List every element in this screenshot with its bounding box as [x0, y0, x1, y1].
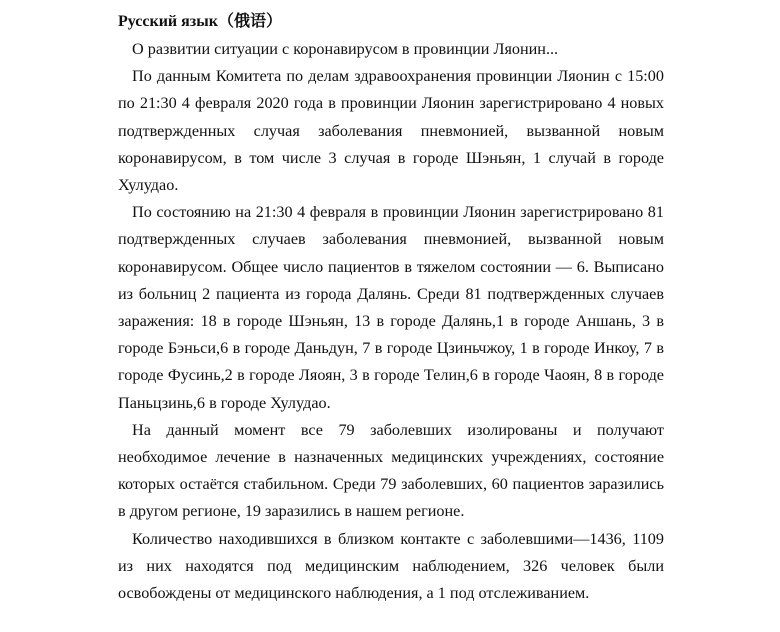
paragraph-close-contacts: Количество находившихся в близком контакте с заболевшими—1436, 1109 из них находятся под медицинским наблюдением, 326 человек были освобождены от медицинского наблюдения, а 1 под отслеживанием.	[118, 529, 664, 603]
paragraph-intro: О развитии ситуации с коронавирусом в провинции Ляонин...	[132, 40, 559, 58]
document-title: Русский язык（俄语）	[118, 13, 282, 30]
paragraph-total-cases: По состоянию на 21:30 4 февраля в провинции Ляонин зарегистрировано 81 подтвержденных случаев заболевания пневмонией, вызванной новым коронавирусом. Общее число пациентов в тяжелом состоянии — 6. Выписано из больниц 2 пациента из города Далянь. Среди 81 подтвержденных случаев заражения: 18 в городе Шэньян, 13 в городе Далянь,1 в городе Аншань, 3 в городе Бэньси,6 в городе Даньдун, 7 в городе Цзиньчжоу, 1 в городе Инкоу, 7 в городе Фусинь,2 в городе Ляоян, 3 в городе Телин,6 в городе Чаоян, 8 в городе Паньцзинь,6 в городе Хулудао.	[118, 203, 664, 412]
paragraph-new-cases: По данным Комитета по делам здравоохранения провинции Ляонин с 15:00 по 21:30 4 февраля 2020 года в провинции Ляонин зарегистрировано 4 новых подтвержденных случая заболевания пневмонией, вызванной новым коронавирусом, в том числе 3 случая в городе Шэньян, 1 случай в городе Хулудао.	[118, 67, 664, 195]
document-body	[118, 8, 664, 607]
paragraph-treatment: На данный момент все 79 заболевших изолированы и получают необходимое лечение в назначенных медицинских учреждениях, состояние которых остаётся стабильном. Среди 79 заболевших, 60 пациентов заразились в другом регионе, 19 заразились в нашем регионе.	[118, 420, 664, 521]
